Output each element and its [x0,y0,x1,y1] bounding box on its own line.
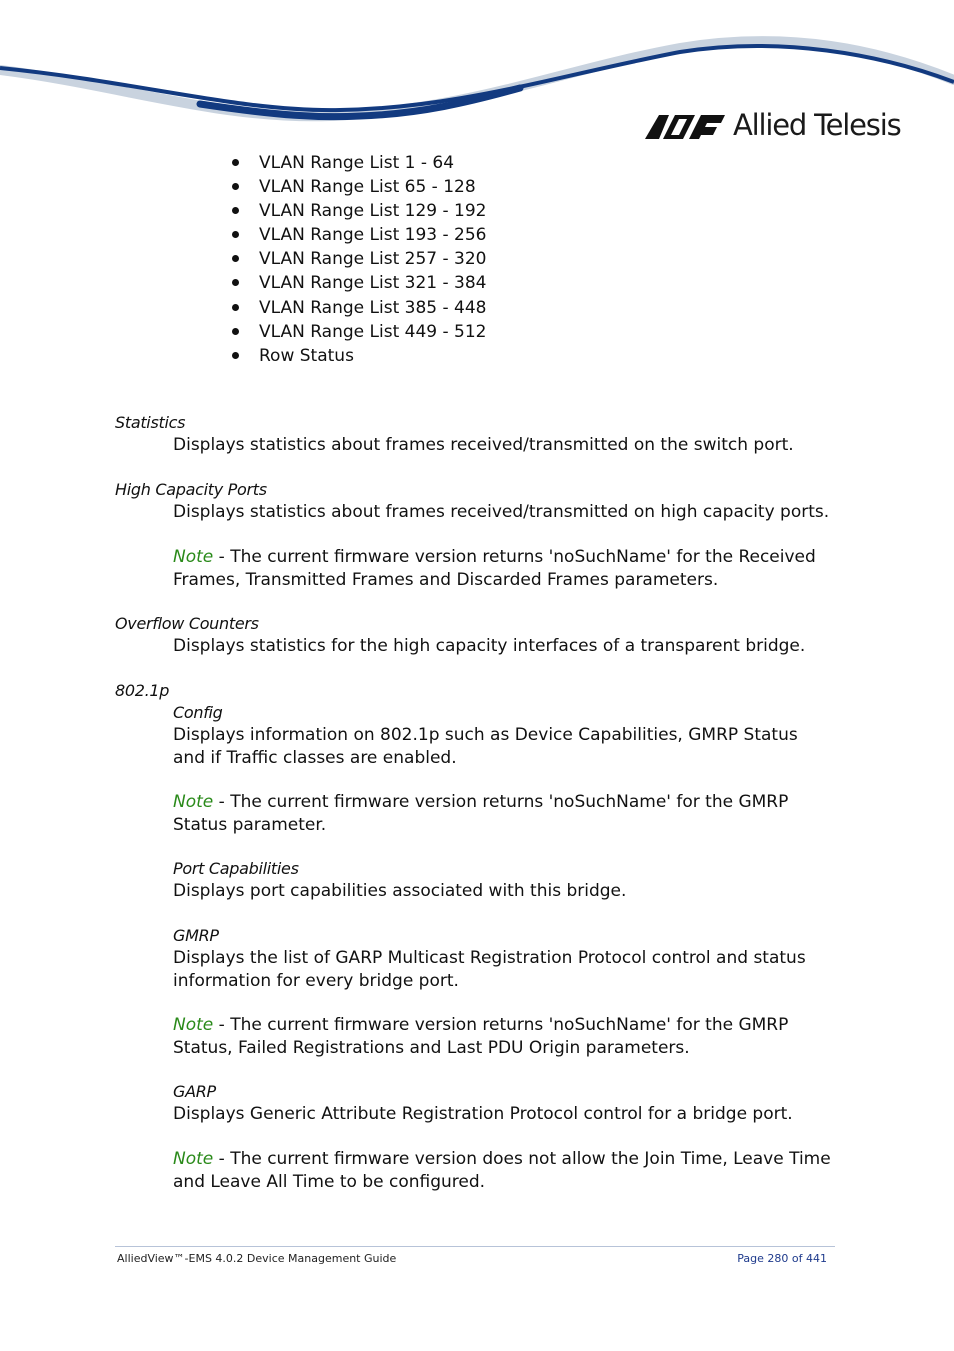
bullet-icon [232,159,239,166]
page-number: Page 280 of 441 [737,1252,827,1265]
overflow-text: Displays statistics for the high capacity interfaces of a transparent bridge. [173,636,806,656]
list-item: Row Status [232,344,486,368]
list-item: VLAN Range List 321 - 384 [232,271,486,295]
port-capabilities-text: Displays port capabilities associated with this bridge. [173,881,627,901]
note-text: - The current firmware version returns 'noSuchName' for the GMRP Status parameter. [173,792,789,835]
note-label: Note [173,792,214,812]
note-text: - The current firmware version does not allow the Join Time, Leave Time and Leave All Time to be configured. [173,1149,831,1192]
bullet-icon [232,279,239,286]
bullet-icon [232,207,239,214]
note-label: Note [173,1015,214,1035]
allied-telesis-logo [645,108,905,148]
list-item: VLAN Range List 257 - 320 [232,247,486,271]
list-item: VLAN Range List 385 - 448 [232,296,486,320]
bullet-icon [232,304,239,311]
high-capacity-heading: High Capacity Ports [115,480,267,499]
bullet-icon [232,328,239,335]
gmrp-text: Displays the list of GARP Multicast Registration Protocol control and status information for every bridge port. [173,948,806,991]
footer-title: AlliedView™-EMS 4.0.2 Device Management Guide [117,1252,397,1265]
garp-text: Displays Generic Attribute Registration Protocol control for a bridge port. [173,1104,793,1124]
high-capacity-text: Displays statistics about frames received/transmitted on high capacity ports. [173,502,830,522]
note-label: Note [173,1149,214,1169]
gmrp-heading: GMRP [173,926,219,945]
high-capacity-note [173,546,833,591]
note-text: - The current firmware version returns 'noSuchName' for the Received Frames, Transmitted Frames and Discarded Frames parameters. [173,547,816,590]
logo-mark-icon [645,115,727,139]
garp-note [173,1148,833,1193]
vlan-range-list [232,151,486,368]
port-capabilities-heading: Port Capabilities [173,859,299,878]
config-note [173,791,833,836]
note-label: Note [173,547,214,567]
gmrp-note [173,1014,833,1059]
statistics-text: Displays statistics about frames received/transmitted on the switch port. [173,435,794,455]
dot1p-heading: 802.1p [115,681,170,700]
bullet-icon [232,231,239,238]
logo-text: Allied Telesis [733,108,901,142]
bullet-icon [232,183,239,190]
list-item: VLAN Range List 65 - 128 [232,175,486,199]
bullet-icon [232,352,239,359]
list-item: VLAN Range List 129 - 192 [232,199,486,223]
bullet-icon [232,255,239,262]
config-heading: Config [173,703,223,722]
config-text: Displays information on 802.1p such as Device Capabilities, GMRP Status and if Traffic classes are enabled. [173,725,798,768]
statistics-heading: Statistics [115,413,186,432]
note-text: - The current firmware version returns 'noSuchName' for the GMRP Status, Failed Registrations and Last PDU Origin parameters. [173,1015,789,1058]
overflow-heading: Overflow Counters [115,614,259,633]
list-item: VLAN Range List 449 - 512 [232,320,486,344]
list-item: VLAN Range List 1 - 64 [232,151,486,175]
garp-heading: GARP [173,1082,216,1101]
list-item: VLAN Range List 193 - 256 [232,223,486,247]
footer-divider [115,1246,835,1247]
